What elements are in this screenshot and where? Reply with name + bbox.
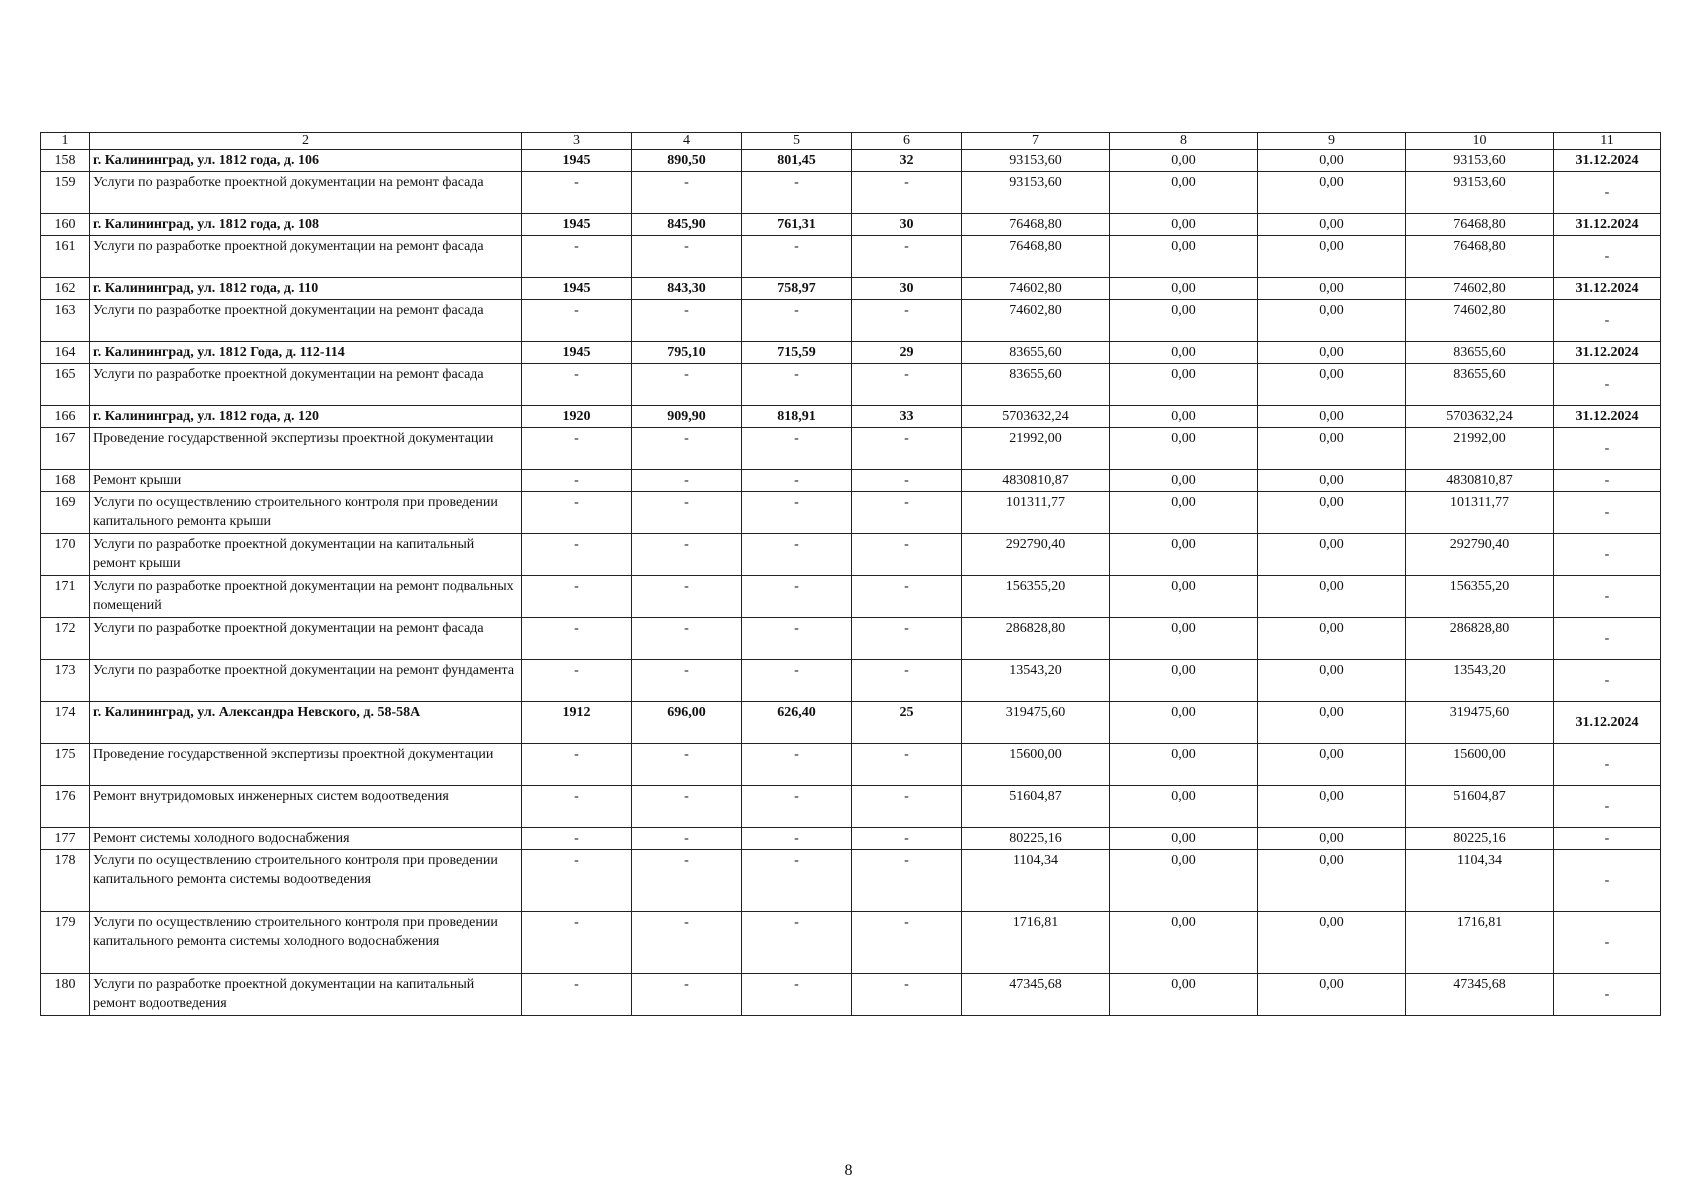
col-9-value: 0,00 [1258, 786, 1406, 828]
col-7-value: 156355,20 [962, 576, 1110, 618]
col-5-value: - [742, 850, 852, 912]
col-11-value: - [1554, 172, 1661, 214]
col-11-value: - [1554, 428, 1661, 470]
col-8-value: 0,00 [1110, 428, 1258, 470]
col-10-value: 1104,34 [1406, 850, 1554, 912]
table-row [41, 660, 1661, 702]
col-11-value: - [1554, 786, 1661, 828]
col-10-value: 286828,80 [1406, 618, 1554, 660]
row-name: Услуги по разработке проектной документации на ремонт фасада [90, 618, 522, 660]
col-3-value: - [522, 364, 632, 406]
col-9-value: 0,00 [1258, 342, 1406, 364]
col-10-value: 4830810,87 [1406, 470, 1554, 492]
col-5-value: - [742, 974, 852, 1016]
col-4-value: - [632, 470, 742, 492]
col-4-value: - [632, 850, 742, 912]
col-6-value: - [852, 236, 962, 278]
col-6-value: 29 [852, 342, 962, 364]
col-5-value: 761,31 [742, 214, 852, 236]
col-3-value: - [522, 236, 632, 278]
col-11-value: - [1554, 850, 1661, 912]
col-6-value: - [852, 618, 962, 660]
row-number: 163 [41, 300, 90, 342]
col-3-value: - [522, 850, 632, 912]
column-number: 5 [742, 133, 852, 150]
col-6-value: - [852, 974, 962, 1016]
col-7-value: 93153,60 [962, 150, 1110, 172]
col-4-value: - [632, 172, 742, 214]
col-4-value: - [632, 492, 742, 534]
table-row [41, 744, 1661, 786]
col-9-value: 0,00 [1258, 406, 1406, 428]
col-10-value: 319475,60 [1406, 702, 1554, 744]
col-7-value: 101311,77 [962, 492, 1110, 534]
col-7-value: 47345,68 [962, 974, 1110, 1016]
col-8-value: 0,00 [1110, 150, 1258, 172]
col-11-value: - [1554, 470, 1661, 492]
table-row [41, 786, 1661, 828]
col-8-value: 0,00 [1110, 342, 1258, 364]
col-8-value: 0,00 [1110, 618, 1258, 660]
row-number: 160 [41, 214, 90, 236]
col-11-value: - [1554, 660, 1661, 702]
col-8-value: 0,00 [1110, 236, 1258, 278]
column-number-row [41, 133, 1661, 150]
row-number: 180 [41, 974, 90, 1016]
col-3-value: - [522, 534, 632, 576]
col-11-value: - [1554, 912, 1661, 974]
col-11-value: - [1554, 534, 1661, 576]
row-number: 168 [41, 470, 90, 492]
col-9-value: 0,00 [1258, 828, 1406, 850]
col-6-value: 30 [852, 278, 962, 300]
col-6-value: - [852, 428, 962, 470]
col-10-value: 83655,60 [1406, 342, 1554, 364]
col-4-value: - [632, 576, 742, 618]
table-body [41, 133, 1661, 1016]
col-4-value: 909,90 [632, 406, 742, 428]
row-name: Проведение государственной экспертизы проектной документации [90, 744, 522, 786]
col-4-value: 696,00 [632, 702, 742, 744]
col-5-value: - [742, 912, 852, 974]
col-4-value: - [632, 364, 742, 406]
col-6-value: - [852, 492, 962, 534]
table-row [41, 618, 1661, 660]
col-11-value: - [1554, 300, 1661, 342]
col-10-value: 74602,80 [1406, 278, 1554, 300]
col-8-value: 0,00 [1110, 278, 1258, 300]
col-10-value: 156355,20 [1406, 576, 1554, 618]
table-row [41, 828, 1661, 850]
col-4-value: - [632, 534, 742, 576]
row-number: 173 [41, 660, 90, 702]
col-7-value: 83655,60 [962, 364, 1110, 406]
row-number: 171 [41, 576, 90, 618]
col-10-value: 21992,00 [1406, 428, 1554, 470]
table-row [41, 912, 1661, 974]
col-6-value: 30 [852, 214, 962, 236]
col-11-value: 31.12.2024 [1554, 278, 1661, 300]
col-7-value: 4830810,87 [962, 470, 1110, 492]
col-5-value: - [742, 660, 852, 702]
col-7-value: 1716,81 [962, 912, 1110, 974]
col-11-value: - [1554, 236, 1661, 278]
col-4-value: 890,50 [632, 150, 742, 172]
col-10-value: 15600,00 [1406, 744, 1554, 786]
col-7-value: 5703632,24 [962, 406, 1110, 428]
table-row [41, 470, 1661, 492]
row-number: 170 [41, 534, 90, 576]
col-5-value: - [742, 786, 852, 828]
row-name: г. Калининград, ул. Александра Невского, д. 58-58А [90, 702, 522, 744]
row-name: Услуги по разработке проектной документации на ремонт фасада [90, 236, 522, 278]
col-8-value: 0,00 [1110, 534, 1258, 576]
col-3-value: - [522, 912, 632, 974]
col-8-value: 0,00 [1110, 172, 1258, 214]
col-8-value: 0,00 [1110, 364, 1258, 406]
col-3-value: - [522, 428, 632, 470]
column-number: 6 [852, 133, 962, 150]
row-number: 174 [41, 702, 90, 744]
col-8-value: 0,00 [1110, 786, 1258, 828]
col-3-value: 1912 [522, 702, 632, 744]
col-4-value: - [632, 428, 742, 470]
col-10-value: 83655,60 [1406, 364, 1554, 406]
col-9-value: 0,00 [1258, 850, 1406, 912]
col-10-value: 5703632,24 [1406, 406, 1554, 428]
table-row [41, 534, 1661, 576]
row-name: Ремонт крыши [90, 470, 522, 492]
col-9-value: 0,00 [1258, 470, 1406, 492]
col-3-value: 1945 [522, 278, 632, 300]
col-6-value: - [852, 534, 962, 576]
col-11-value: 31.12.2024 [1554, 342, 1661, 364]
col-5-value: - [742, 492, 852, 534]
col-5-value: - [742, 534, 852, 576]
row-name: г. Калининград, ул. 1812 Года, д. 112-114 [90, 342, 522, 364]
col-9-value: 0,00 [1258, 576, 1406, 618]
col-4-value: - [632, 786, 742, 828]
col-9-value: 0,00 [1258, 702, 1406, 744]
col-9-value: 0,00 [1258, 534, 1406, 576]
row-number: 159 [41, 172, 90, 214]
col-8-value: 0,00 [1110, 828, 1258, 850]
col-7-value: 319475,60 [962, 702, 1110, 744]
col-9-value: 0,00 [1258, 974, 1406, 1016]
col-8-value: 0,00 [1110, 702, 1258, 744]
column-number: 2 [90, 133, 522, 150]
col-3-value: - [522, 744, 632, 786]
col-11-value: - [1554, 744, 1661, 786]
col-8-value: 0,00 [1110, 300, 1258, 342]
col-9-value: 0,00 [1258, 912, 1406, 974]
row-name: Услуги по разработке проектной документации на ремонт фундамента [90, 660, 522, 702]
col-3-value: - [522, 618, 632, 660]
col-8-value: 0,00 [1110, 912, 1258, 974]
col-5-value: 758,97 [742, 278, 852, 300]
col-8-value: 0,00 [1110, 492, 1258, 534]
col-5-value: - [742, 470, 852, 492]
col-9-value: 0,00 [1258, 744, 1406, 786]
col-6-value: - [852, 576, 962, 618]
col-3-value: - [522, 576, 632, 618]
col-6-value: - [852, 660, 962, 702]
col-6-value: - [852, 300, 962, 342]
table-row [41, 428, 1661, 470]
col-8-value: 0,00 [1110, 406, 1258, 428]
row-name: Услуги по осуществлению строительного контроля при проведении капитального ремонта системы водоотведения [90, 850, 522, 912]
col-9-value: 0,00 [1258, 172, 1406, 214]
row-name: Ремонт внутридомовых инженерных систем водоотведения [90, 786, 522, 828]
row-number: 166 [41, 406, 90, 428]
col-5-value: 715,59 [742, 342, 852, 364]
col-4-value: 843,30 [632, 278, 742, 300]
col-7-value: 76468,80 [962, 214, 1110, 236]
col-3-value: 1920 [522, 406, 632, 428]
table-row [41, 172, 1661, 214]
col-6-value: - [852, 744, 962, 786]
table-row [41, 492, 1661, 534]
col-3-value: 1945 [522, 150, 632, 172]
row-number: 177 [41, 828, 90, 850]
column-number: 8 [1110, 133, 1258, 150]
capital-repair-table-wrapper [40, 132, 1660, 1016]
col-5-value: - [742, 828, 852, 850]
row-number: 178 [41, 850, 90, 912]
row-name: Услуги по осуществлению строительного контроля при проведении капитального ремонта системы холодного водоснабжения [90, 912, 522, 974]
col-9-value: 0,00 [1258, 300, 1406, 342]
col-7-value: 74602,80 [962, 300, 1110, 342]
col-6-value: - [852, 912, 962, 974]
table-row [41, 974, 1661, 1016]
table-row [41, 278, 1661, 300]
row-name: г. Калининград, ул. 1812 года, д. 106 [90, 150, 522, 172]
col-4-value: - [632, 744, 742, 786]
col-5-value: - [742, 364, 852, 406]
col-11-value: 31.12.2024 [1554, 150, 1661, 172]
col-5-value: - [742, 236, 852, 278]
col-4-value: - [632, 974, 742, 1016]
col-7-value: 51604,87 [962, 786, 1110, 828]
row-number: 179 [41, 912, 90, 974]
row-name: г. Калининград, ул. 1812 года, д. 108 [90, 214, 522, 236]
col-9-value: 0,00 [1258, 618, 1406, 660]
column-number: 9 [1258, 133, 1406, 150]
table-row [41, 850, 1661, 912]
col-3-value: - [522, 974, 632, 1016]
col-7-value: 21992,00 [962, 428, 1110, 470]
col-3-value: - [522, 492, 632, 534]
col-8-value: 0,00 [1110, 470, 1258, 492]
col-6-value: - [852, 786, 962, 828]
col-10-value: 74602,80 [1406, 300, 1554, 342]
col-10-value: 76468,80 [1406, 236, 1554, 278]
col-6-value: 25 [852, 702, 962, 744]
col-9-value: 0,00 [1258, 660, 1406, 702]
col-7-value: 83655,60 [962, 342, 1110, 364]
row-number: 169 [41, 492, 90, 534]
col-4-value: - [632, 236, 742, 278]
row-number: 175 [41, 744, 90, 786]
col-4-value: - [632, 300, 742, 342]
col-10-value: 93153,60 [1406, 150, 1554, 172]
row-number: 165 [41, 364, 90, 406]
col-7-value: 286828,80 [962, 618, 1110, 660]
col-11-value: - [1554, 618, 1661, 660]
col-11-value: 31.12.2024 [1554, 214, 1661, 236]
row-name: г. Калининград, ул. 1812 года, д. 120 [90, 406, 522, 428]
col-7-value: 1104,34 [962, 850, 1110, 912]
col-9-value: 0,00 [1258, 492, 1406, 534]
col-9-value: 0,00 [1258, 428, 1406, 470]
col-8-value: 0,00 [1110, 850, 1258, 912]
col-11-value: 31.12.2024 [1554, 406, 1661, 428]
col-6-value: - [852, 364, 962, 406]
col-8-value: 0,00 [1110, 660, 1258, 702]
col-4-value: - [632, 828, 742, 850]
column-number: 11 [1554, 133, 1661, 150]
col-8-value: 0,00 [1110, 974, 1258, 1016]
col-7-value: 93153,60 [962, 172, 1110, 214]
col-5-value: - [742, 172, 852, 214]
row-name: Услуги по разработке проектной документации на ремонт фасада [90, 172, 522, 214]
col-4-value: - [632, 660, 742, 702]
table-row [41, 150, 1661, 172]
col-6-value: 32 [852, 150, 962, 172]
row-name: Услуги по разработке проектной документации на капитальный ремонт водоотведения [90, 974, 522, 1016]
col-6-value: 33 [852, 406, 962, 428]
row-number: 176 [41, 786, 90, 828]
col-5-value: 818,91 [742, 406, 852, 428]
table-row [41, 576, 1661, 618]
col-11-value: - [1554, 492, 1661, 534]
col-10-value: 1716,81 [1406, 912, 1554, 974]
row-name: Услуги по разработке проектной документации на ремонт фасада [90, 300, 522, 342]
col-10-value: 76468,80 [1406, 214, 1554, 236]
col-10-value: 101311,77 [1406, 492, 1554, 534]
col-10-value: 80225,16 [1406, 828, 1554, 850]
col-8-value: 0,00 [1110, 744, 1258, 786]
column-number: 10 [1406, 133, 1554, 150]
table-row [41, 214, 1661, 236]
col-7-value: 80225,16 [962, 828, 1110, 850]
col-5-value: 801,45 [742, 150, 852, 172]
col-3-value: - [522, 172, 632, 214]
row-number: 167 [41, 428, 90, 470]
col-9-value: 0,00 [1258, 214, 1406, 236]
col-6-value: - [852, 828, 962, 850]
col-8-value: 0,00 [1110, 576, 1258, 618]
row-number: 161 [41, 236, 90, 278]
col-10-value: 47345,68 [1406, 974, 1554, 1016]
row-number: 172 [41, 618, 90, 660]
col-7-value: 74602,80 [962, 278, 1110, 300]
table-row [41, 342, 1661, 364]
col-11-value: - [1554, 364, 1661, 406]
col-5-value: - [742, 576, 852, 618]
col-9-value: 0,00 [1258, 278, 1406, 300]
table-row [41, 702, 1661, 744]
row-name: Услуги по осуществлению строительного контроля при проведении капитального ремонта крыши [90, 492, 522, 534]
col-5-value: - [742, 618, 852, 660]
page-number: 8 [844, 1162, 853, 1179]
row-name: Услуги по разработке проектной документации на капитальный ремонт крыши [90, 534, 522, 576]
col-3-value: - [522, 660, 632, 702]
row-name: Ремонт системы холодного водоснабжения [90, 828, 522, 850]
table-row [41, 364, 1661, 406]
col-4-value: - [632, 912, 742, 974]
row-name: г. Калининград, ул. 1812 года, д. 110 [90, 278, 522, 300]
row-number: 158 [41, 150, 90, 172]
col-10-value: 292790,40 [1406, 534, 1554, 576]
col-7-value: 13543,20 [962, 660, 1110, 702]
col-6-value: - [852, 850, 962, 912]
table-row [41, 406, 1661, 428]
col-3-value: - [522, 300, 632, 342]
col-6-value: - [852, 470, 962, 492]
col-9-value: 0,00 [1258, 150, 1406, 172]
col-4-value: 795,10 [632, 342, 742, 364]
col-6-value: - [852, 172, 962, 214]
col-4-value: - [632, 618, 742, 660]
col-8-value: 0,00 [1110, 214, 1258, 236]
col-5-value: - [742, 428, 852, 470]
col-5-value: - [742, 744, 852, 786]
col-11-value: - [1554, 576, 1661, 618]
col-5-value: 626,40 [742, 702, 852, 744]
column-number: 1 [41, 133, 90, 150]
table-row [41, 236, 1661, 278]
col-5-value: - [742, 300, 852, 342]
col-9-value: 0,00 [1258, 236, 1406, 278]
row-name: Услуги по разработке проектной документации на ремонт фасада [90, 364, 522, 406]
table-row [41, 300, 1661, 342]
column-number: 3 [522, 133, 632, 150]
col-10-value: 51604,87 [1406, 786, 1554, 828]
col-3-value: - [522, 828, 632, 850]
col-3-value: 1945 [522, 342, 632, 364]
col-7-value: 76468,80 [962, 236, 1110, 278]
col-3-value: - [522, 470, 632, 492]
capital-repair-table [40, 132, 1661, 1016]
row-name: Услуги по разработке проектной документации на ремонт подвальных помещений [90, 576, 522, 618]
col-3-value: - [522, 786, 632, 828]
col-3-value: 1945 [522, 214, 632, 236]
col-9-value: 0,00 [1258, 364, 1406, 406]
col-11-value: - [1554, 828, 1661, 850]
col-11-value: - [1554, 974, 1661, 1016]
col-10-value: 93153,60 [1406, 172, 1554, 214]
col-7-value: 15600,00 [962, 744, 1110, 786]
column-number: 7 [962, 133, 1110, 150]
col-10-value: 13543,20 [1406, 660, 1554, 702]
row-number: 162 [41, 278, 90, 300]
col-4-value: 845,90 [632, 214, 742, 236]
column-number: 4 [632, 133, 742, 150]
col-7-value: 292790,40 [962, 534, 1110, 576]
row-name: Проведение государственной экспертизы проектной документации [90, 428, 522, 470]
row-number: 164 [41, 342, 90, 364]
col-11-value: 31.12.2024 [1554, 702, 1661, 744]
